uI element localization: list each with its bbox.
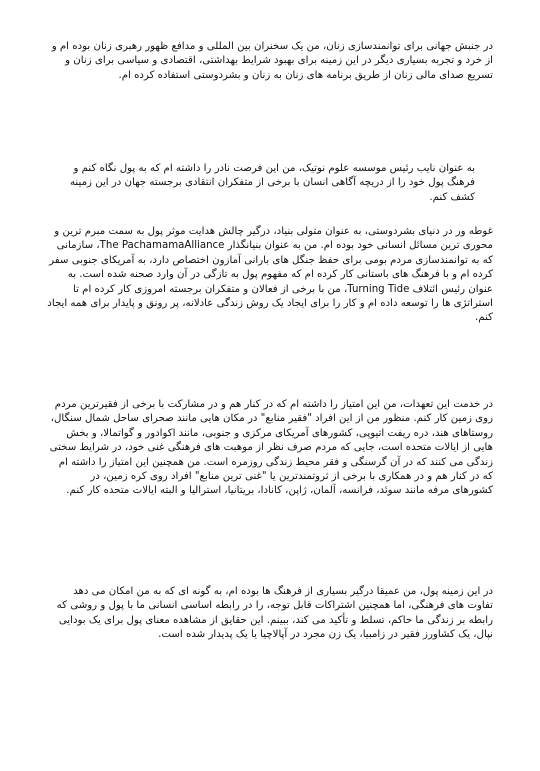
paragraph-noetic: به عنوان نایب رئیس موسسه علوم نوتیک، من این فرصت نادر را داشته ام که به پول نگاه کنم و فرهنگ پول خود را از دریچه آگاهی انسان با برخی از متفکران انتقادی برجسته جهان در این زمینه کشف کنم. <box>69 163 475 203</box>
paragraph-intro: در جنبش جهانی برای توانمندسازی زنان، من یک سخنران بین المللی و مدافع ظهور رهبری زنان بوده ام و از خرد و تجربه بسیاری دیگر در این زمینه برای بهبود شرایط بهداشتی، اقتصادی و سیاسی برای زنان و تسریع صدای مالی زنان از طریق برنامه های زنان به زنان و بشردوستی استفاده کرده ام. <box>51 41 493 81</box>
paragraph-commitments: در خدمت این تعهدات، من این امتیاز را داشته ام که در کنار هم و در مشارکت با برخی از فقیرترین مردم روی زمین کار کنم. منظور من از این افراد "فقیر منابع" در مکان هایی مانند صحرای ساحل شمال سنگال، روستاهای هند، دره ریفت اتیوپی، کشورهای آمریکای مرکزی و جنوبی، مانند اکوادور و گواتمالا، و بخش هایی از ایالات متحده است، جایی که مردم صرف نظر از موهبت های فرهنگی غنی خود، در شرایط سختی زندگی می کنند که در آن گرسنگی و فقر محیط زندگی روزمره است. من همچنین این امتیاز را داشته ام که در کنار هم و در همکاری با برخی از ثروتمندترین یا "غنی ترین منابع" افراد روی کره زمین، در کشورهای مرفه مانند سوئد، فرانسه، آلمان، ژاپن، کانادا، بریتانیا، استرالیا و البته ایالات متحده کار کنم. <box>49 399 493 497</box>
paragraph-cultures: در این زمینه پول، من عمیقا درگیر بسیاری از فرهنگ ها بوده ام، به گونه ای که به من امکان می دهد تفاوت های فرهنگی، اما همچنین اشتراکات قابل توجه، را در رابطه اساسی انسانی ما با پول و روشی که رابطه بر زندگی ما حاکم، تسلط و تأکید می کند، ببینم. این حقایق از مشاهده معنای پول برای یک بودایی نپال، یک کشاورز فقیر در زامبیا، یک زن مجرد در آپالاچیا یا یک پدیدار شده است. <box>56 586 493 641</box>
paragraph-philanthropy: غوطه ور در دنیای بشردوستی، به عنوان متولی بنیاد، درگیر چالش هدایت موثر پول به سمت مبرم ترین و محوری ترین مسائل انسانی خود بوده ام. من به عنوان بنیانگذار The PachamamaAlliance، سازمانی که به توانمندسازی مردم بومی برای حفظ جنگل های بارانی آمازون اختصاص دارد، به آمریکای جنوبی سفر کرده ام و با فرهنگ های باستانی کار کرده ام که مفهوم پول به تازگی در آن وارد صحنه شده است. به عنوان رئیس ائتلاف Turning Tide، من با برخی از فعالان و متفکران برجسته امروزی کار کرده ام تا استراتژی ها را توسعه داده ام و کار را برای ایجاد یک روش زندگی عادلانه، پر رونق و پایدار برای همه ایجاد کنم. <box>47 226 493 324</box>
